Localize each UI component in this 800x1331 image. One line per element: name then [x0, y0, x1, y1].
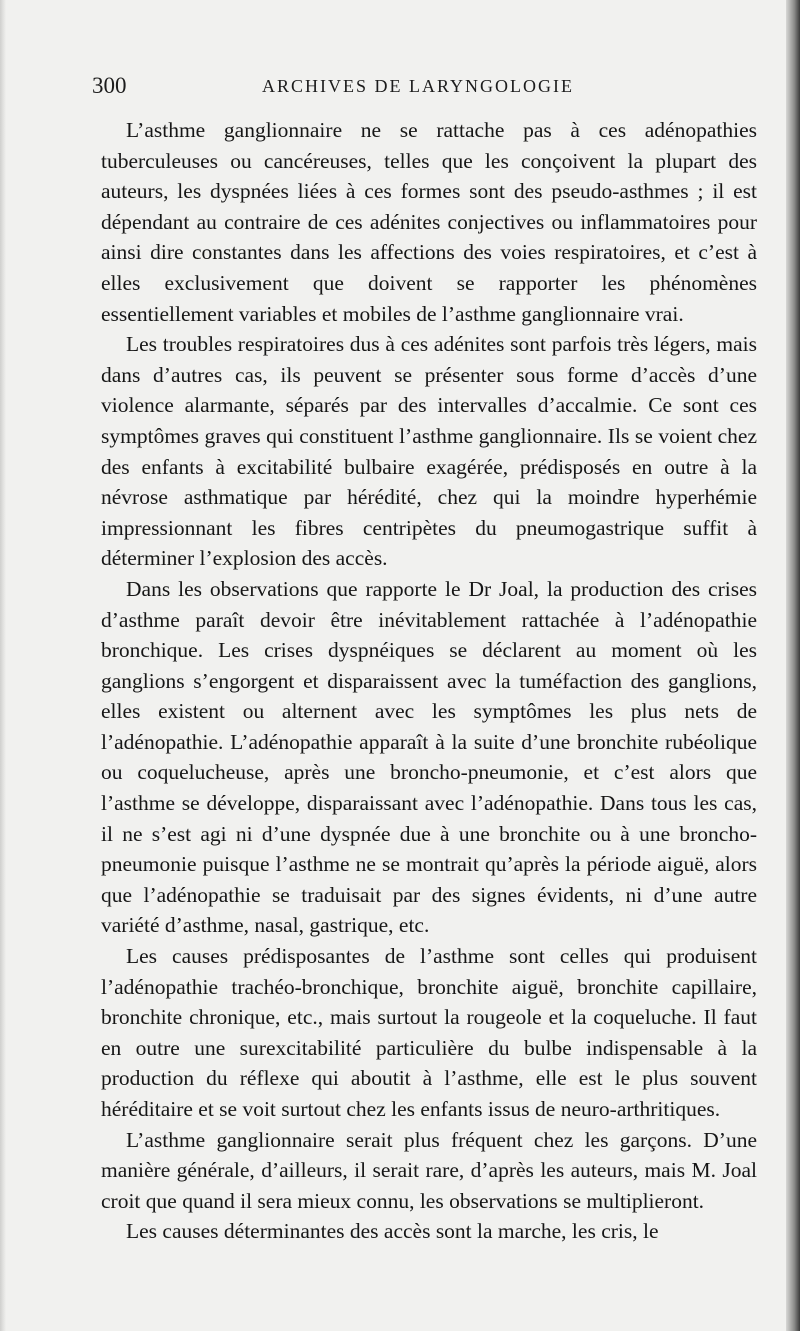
paragraph-5: L’asthme ganglionnaire serait plus fréquent chez les garçons. D’une manière générale, d’ailleurs, il serait rare, d’après les auteurs, mais M. Joal croit que quand il sera mieux connu, les observations se multiplieront. [101, 1127, 757, 1213]
page-binding-shadow [786, 0, 800, 1331]
page-left-shadow [0, 0, 6, 1331]
paragraph-2: Les troubles respiratoires dus à ces adénites sont parfois très légers, mais dans d’autres cas, ils peuvent se présenter sous forme d’accès d’une violence alarmante, séparés par des intervalles d’accalmie. Ce sont ces symptômes graves qui constituent l’asthme ganglionnaire. Ils se voient chez des enfants à excitabilité bulbaire exagérée, prédisposés en outre à la névrose asthmatique par hérédité, chez qui la moindre hyperhémie impressionnant les fibres centripètes du pneumogastrique suffit à déterminer l’explosion des accès. [101, 332, 757, 571]
paragraph-1: L’asthme ganglionnaire ne se rattache pas à ces adénopathies tuberculeuses ou cancéreuses, telles que les conçoivent la plupart des auteurs, les dyspnées liées à ces formes sont des pseudo-asthmes ; il est dépendant au contraire de ces adénites conjectives ou inflammatoires pour ainsi dire constantes dans les affections des voies respiratoires, et c’est à elles exclusivement que doivent se rapporter les phénomènes essentiellement variables et mobiles de l’asthme ganglionnaire vrai. [101, 118, 757, 326]
page-number: 300 [92, 73, 127, 98]
paragraph-4: Les causes prédisposantes de l’asthme sont celles qui produisent l’adénopathie trachéo-bronchique, bronchite aiguë, bronchite capillaire, bronchite chronique, etc., mais surtout la rougeole et la coqueluche. Il faut en outre une surexcitabilité particulière du bulbe indispensable à la production du réflexe qui aboutit à l’asthme, elle est le plus souvent héréditaire et se voit surtout chez les enfants issus de neuro-arthritiques. [101, 944, 757, 1121]
running-title: ARCHIVES DE LARYNGOLOGIE [262, 76, 574, 96]
paragraph-3: Dans les observations que rapporte le Dr Joal, la production des crises d’asthme paraît devoir être inévitablement rattachée à l’adénopathie bronchique. Les crises dyspnéiques se déclarent au moment où les ganglions s’engorgent et disparaissent avec la tuméfaction des ganglions, elles existent ou alternent avec les symptômes les plus nets de l’adénopathie. L’adénopathie apparaît à la suite d’une bronchite rubéolique ou coquelucheuse, après une broncho-pneumonie, et c’est alors que l’asthme se développe, disparaissant avec l’adénopathie. Dans tous les cas, il ne s’est agi ni d’une dyspnée due à une bronchite ou à une broncho-pneumonie puisque l’asthme ne se montrait qu’après la période aiguë, alors que l’adénopathie se traduisait par des signes évidents, ni d’une autre variété d’asthme, nasal, gastrique, etc. [101, 576, 757, 938]
page-header [92, 73, 760, 105]
paragraph-6: Les causes déterminantes des accès sont la marche, les cris, le [126, 1219, 659, 1244]
body-text [101, 115, 757, 1247]
